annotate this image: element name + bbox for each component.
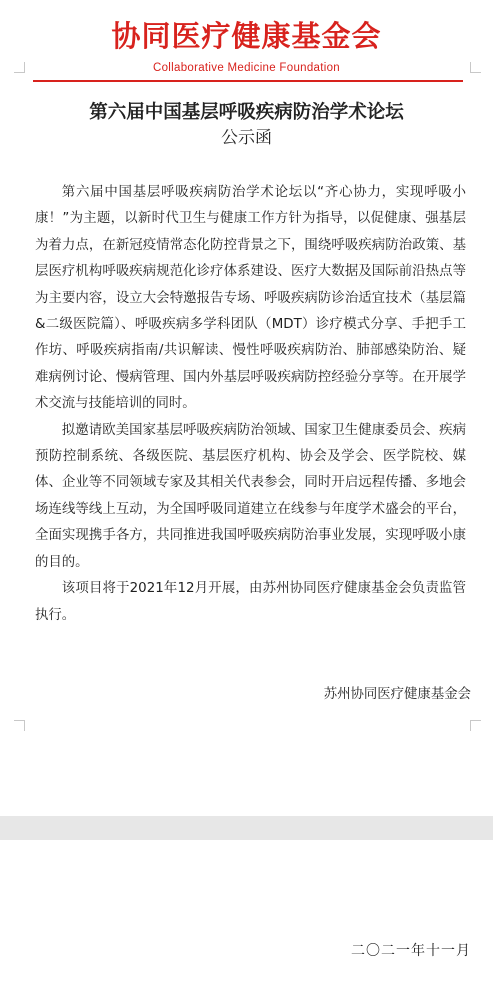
page-separator [0, 816, 493, 840]
paragraph: 该项目将于2021年12月开展，由苏州协同医疗健康基金会负责监管执行。 [35, 581, 466, 623]
org-name: 协同医疗健康基金会 [111, 19, 382, 53]
paragraph: 拟邀请欧美国家基层呼吸疾病防治领域、国家卫生健康委员会、疾病预防控制系统、各级医院、基层医疗机构、协会及学会、医学院校、媒体、企业等不同领域专家及其相关代表参会，同时开启远程传播、多地会场连线等线上互动，为全国呼吸同道建立在线参与年度学术盛会的平台，全面实现携手各方，共同推进我国呼吸疾病防治事业发展，实现呼吸小康的目的。 [35, 422, 466, 570]
margin-corner-mark [470, 720, 481, 731]
margin-corner-mark [14, 720, 25, 731]
document-title: 第六届中国基层呼吸疾病防治学术论坛 [89, 102, 404, 123]
document-page-2 [0, 840, 493, 1000]
letterhead-divider [33, 80, 463, 82]
document-subtitle: 公示函 [221, 128, 272, 148]
margin-corner-mark [470, 62, 481, 73]
org-name-english: Collaborative Medicine Foundation [153, 62, 340, 74]
paragraph: 第六届中国基层呼吸疾病防治学术论坛以“齐心协力，实现呼吸小康！”为主题，以新时代卫生与健康工作方针为指导，以促健康、强基层为着力点，在新冠疫情常态化防控背景之下，围绕呼吸疾病防治政策、基层医疗机构呼吸疾病规范化诊疗体系建设、医疗大数据及国际前沿热点等为主要内容，设立大会特邀报告专场、呼吸疾病防诊治适宜技术（基层篇&二级医院篇）、呼吸疾病多学科团队（MDT）诊疗模式分享、手把手工作坊、呼吸疾病指南/共识解读、慢性呼吸疾病防治、肺部感染防治、疑难病例讨论、慢病管理、国内外基层呼吸疾病防控经验分享等。在开展学术交流与技能培训的同时。 [35, 185, 466, 412]
document-date: 二〇二一年十一月 [351, 943, 471, 959]
document-body [35, 180, 466, 629]
signature: 苏州协同医疗健康基金会 [323, 687, 471, 702]
margin-corner-mark [14, 62, 25, 73]
